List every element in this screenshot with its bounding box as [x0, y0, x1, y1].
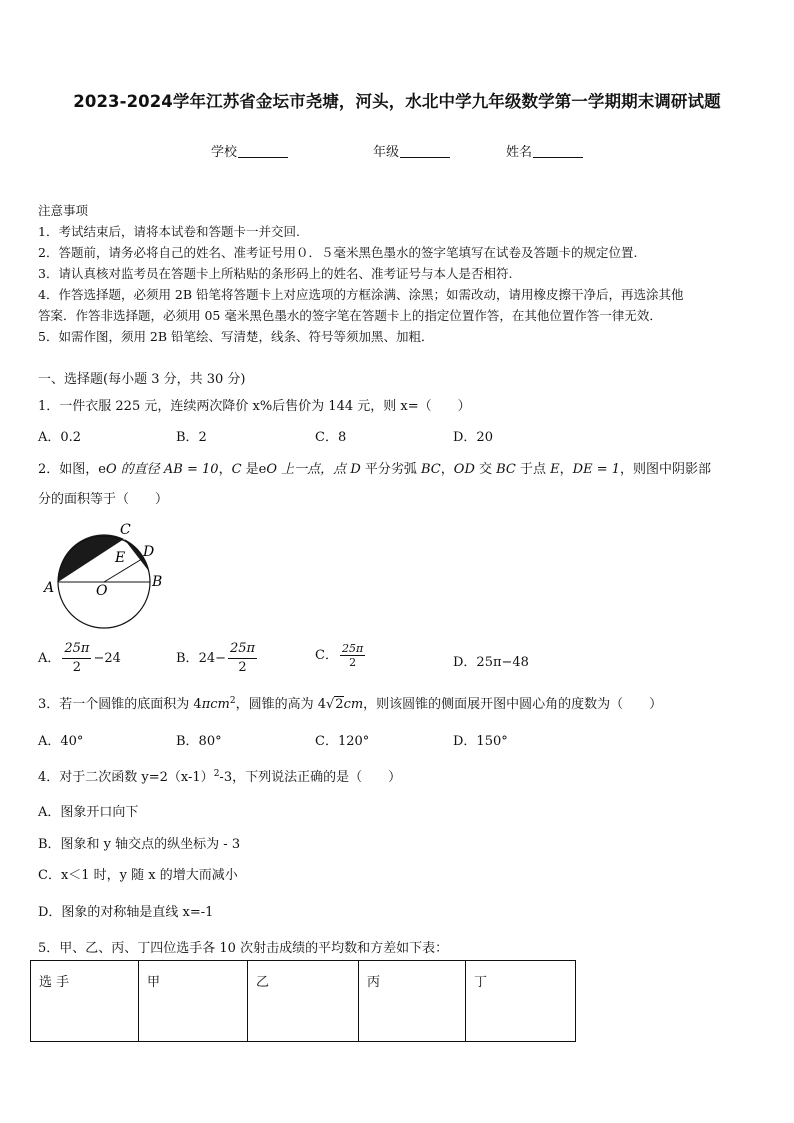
q4-option-b: B．图象和 y 轴交点的纵坐标为 - 3 — [38, 837, 241, 852]
school-field: 学校 — [211, 141, 288, 160]
q3-option-d: D．150° — [453, 734, 508, 749]
notes-block — [38, 200, 684, 347]
scores-table — [30, 960, 576, 1042]
question-1: 1．一件衣服 225 元，连续两次降价 x%后售价为 144 元，则 x=（ ） — [38, 399, 471, 414]
label-d: D — [143, 544, 155, 560]
question-3: 3．若一个圆锥的底面积为 4πcm$^2$，圆锥的高为 4√2cm，则该圆锥的侧面展开图中圆心角的度数为（ ） — [38, 696, 663, 712]
q4-option-d: D．图象的对称轴是直线 x=-1 — [38, 905, 214, 920]
q1-option-c: C．8 — [315, 430, 347, 445]
q2-option-b: B．24− $\frac{25\pi}{2}$ — [176, 641, 256, 675]
table-header-cell: 乙 — [248, 961, 359, 1042]
question-5: 5．甲、乙、丙、丁四位选手各 10 次射击成绩的平均数和方差如下表： — [38, 941, 449, 956]
q1-option-a: A．0.2 — [38, 430, 82, 445]
notes-item: 2．答题前，请务必将自己的姓名、准考证号用０．５毫米黑色墨水的签字笔填写在试卷及答题卡的规定位置. — [38, 245, 638, 260]
notes-heading: 注意事项 — [38, 203, 89, 218]
q2-option-d: D．25π−48 — [453, 655, 529, 670]
section-heading: 一、选择题(每小题 3 分，共 30 分) — [38, 372, 246, 387]
q3-option-b: B．80° — [176, 734, 222, 749]
question-4: 4．对于二次函数 $y=2(x-1)^2-3$，下列说法正确的是（ ） — [38, 769, 402, 785]
label-b: B — [152, 574, 163, 590]
label-c: C — [120, 522, 131, 538]
q3-option-a: A．40° — [38, 734, 84, 749]
grade-field: 年级 — [373, 141, 450, 160]
q2-option-a: A． $\frac{25\pi}{2}$ −24 — [38, 641, 121, 675]
exam-title: 2023-2024学年江苏省金坛市尧塘，河头，水北中学九年级数学第一学期期末调研试题 — [73, 92, 721, 111]
notes-item: 5．如需作图，须用 2B 铅笔绘、写清楚，线条、符号等须加黑、加粗． — [38, 329, 434, 344]
circle-figure — [40, 520, 170, 630]
q4-option-c: C．x＜1 时，y 随 x 的增大而减小 — [38, 868, 238, 883]
table-header-cell: 丁 — [466, 961, 576, 1042]
notes-item: 1．考试结束后，请将本试卷和答题卡一并交回. — [38, 224, 300, 239]
table-header-cell: 甲 — [139, 961, 248, 1042]
notes-item: 答案．作答非选择题，必须用 05 毫米黑色墨水的签字笔在答题卡上的指定位置作答，在其他位置作答一律无效． — [38, 308, 662, 323]
table-header-cell: 选 手 — [31, 961, 139, 1042]
notes-item: 4．作答选择题，必须用 2B 铅笔将答题卡上对应选项的方框涂满、涂黑；如需改动，请用橡皮擦干净后，再选涂其他 — [38, 287, 684, 302]
label-e: E — [115, 550, 126, 566]
q2-option-c: C． $\frac{25\pi}{2}$ — [315, 642, 364, 669]
table-header-cell: 丙 — [359, 961, 466, 1042]
label-o: O — [96, 583, 108, 599]
q1-option-d: D．20 — [453, 430, 493, 445]
q3-option-c: C．120° — [315, 734, 370, 749]
table-row — [31, 961, 576, 1042]
q1-option-b: B．2 — [176, 430, 207, 445]
notes-item: 3．请认真核对监考员在答题卡上所粘贴的条形码上的姓名、准考证号与本人是否相符. — [38, 266, 513, 281]
question-2: 2．如图，eO 的直径 AB = 10，C 是eO 上一点，点 D 平分劣弧 BC，OD 交 BC 于点 E，DE = 1，则图中阴影部 — [38, 462, 712, 477]
question-2-cont: 分的面积等于（ ） — [38, 492, 169, 507]
q4-option-a: A．图象开口向下 — [38, 805, 139, 820]
label-a: A — [44, 580, 55, 596]
name-field: 姓名 — [506, 141, 583, 160]
